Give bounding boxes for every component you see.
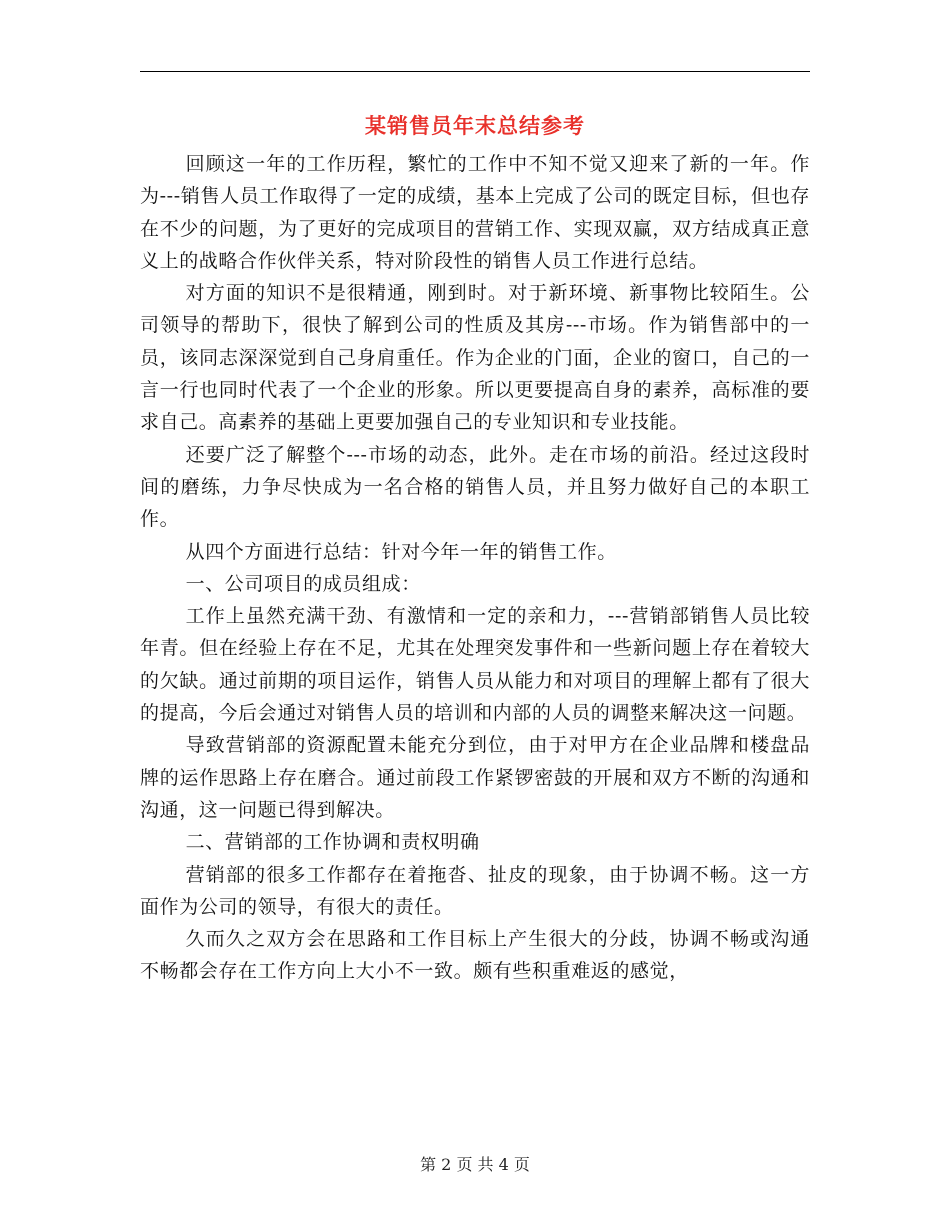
paragraph-2: 对方面的知识不是很精通，刚到时。对于新环境、新事物比较陌生。公司领导的帮助下，很快了解到公司的性质及其房---市场。作为销售部中的一员，该同志深深觉到自己身肩重任。作为企业的门面，企业的窗口，自己的一言一行也同时代表了一个企业的形象。所以更要提高自身的素养，高标准的要求自己。高素养的基础上更要加强自己的专业知识和专业技能。 [140,282,810,434]
page-footer: 第 2 页 共 4 页 [420,1155,530,1174]
document-title: 某销售员年末总结参考 [365,113,585,138]
section-heading-1: 一、公司项目的成员组成： [185,572,421,595]
section-heading-2: 二、营销部的工作协调和责权明确 [185,831,480,854]
paragraph-1: 回顾这一年的工作历程，繁忙的工作中不知不觉又迎来了新的一年。作为---销售人员工作取得了一定的成绩，基本上完成了公司的既定目标，但也存在不少的问题，为了更好的完成项目的营销工作、实现双赢，双方结成真正意义上的战略合作伙伴关系，特对阶段性的销售人员工作进行总结。 [140,153,810,272]
paragraph-4: 从四个方面进行总结：针对今年一年的销售工作。 [185,540,617,563]
paragraph-8: 久而久之双方会在思路和工作目标上产生很大的分歧，协调不畅或沟通不畅都会存在工作方向上大小不一致。颇有些积重难返的感觉， [140,928,810,983]
document-body [140,148,810,988]
paragraph-3: 还要广泛了解整个---市场的动态，此外。走在市场的前沿。经过这段时间的磨练，力争尽快成为一名合格的销售人员，并且努力做好自己的本职工作。 [140,443,810,531]
paragraph-7: 营销部的很多工作都存在着拖沓、扯皮的现象，由于协调不畅。这一方面作为公司的领导，有很大的责任。 [140,863,810,918]
paragraph-5: 工作上虽然充满干劲、有激情和一定的亲和力，---营销部销售人员比较年青。但在经验上存在不足，尤其在处理突发事件和一些新问题上存在着较大的欠缺。通过前期的项目运作，销售人员从能力和对项目的理解上都有了很大的提高，今后会通过对销售人员的培训和内部的人员的调整来解决这一问题。 [140,605,810,725]
header-rule [140,71,810,72]
paragraph-6: 导致营销部的资源配置未能充分到位，由于对甲方在企业品牌和楼盘品牌的运作思路上存在磨合。通过前段工作紧锣密鼓的开展和双方不断的沟通和沟通，这一问题已得到解决。 [140,734,810,821]
